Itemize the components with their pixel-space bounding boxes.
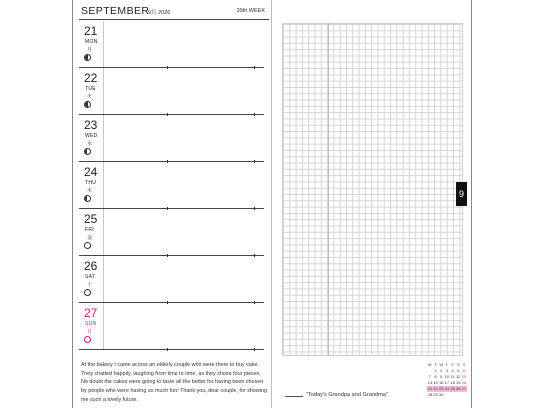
mini-calendar-day: 16 [438, 380, 444, 385]
day-divider [103, 115, 104, 161]
day-kanji: 日 [87, 329, 93, 335]
day-number: 27 [84, 306, 98, 320]
day-number: 22 [84, 71, 98, 85]
day-abbr: THU [85, 180, 97, 186]
mini-calendar-day: 11 [450, 374, 455, 379]
day-row[interactable] [79, 21, 264, 68]
moon-phase-icon [84, 289, 91, 296]
day-divider [103, 21, 104, 67]
mini-calendar-day: 27 [461, 386, 467, 391]
month-tab[interactable]: 9 [456, 182, 467, 206]
mini-calendar-weekday: F [451, 362, 454, 367]
mini-calendar-day: 1 [434, 368, 437, 373]
day-row[interactable] [79, 162, 264, 209]
mini-calendar-weekday: T [434, 362, 437, 367]
mini-calendar-day: 9 [440, 374, 443, 379]
day-number: 25 [84, 212, 98, 226]
mini-calendar-day: 24 [444, 386, 450, 391]
day-number: 23 [84, 118, 98, 132]
mini-calendar-day: 28 [427, 392, 433, 397]
year-label: 9月 2026 [148, 10, 171, 16]
mini-calendar-day: 13 [461, 374, 467, 379]
week-label: 39th WEEK [236, 8, 265, 14]
mini-calendar-day: 25 [450, 386, 455, 391]
moon-phase-icon [84, 242, 91, 249]
mini-calendar-day: 20 [461, 380, 467, 385]
mini-calendar-day: 14 [427, 380, 433, 385]
mini-calendar-day: 5 [457, 368, 460, 373]
day-number: 24 [84, 165, 98, 179]
day-kanji: 金 [87, 235, 93, 241]
header-rule [79, 19, 269, 20]
day-kanji: 月 [87, 47, 93, 53]
moon-phase-icon [84, 101, 91, 108]
day-divider [103, 209, 104, 255]
mini-calendar-day: 26 [456, 386, 461, 391]
day-abbr: SAT [85, 274, 96, 280]
day-kanji: 火 [87, 94, 93, 100]
mini-calendar-day: 12 [456, 374, 461, 379]
row-tick [167, 348, 168, 351]
weekly-page [73, 0, 272, 408]
mini-calendar-day: 23 [438, 386, 444, 391]
mini-calendar-day: 17 [444, 380, 450, 385]
day-row[interactable] [79, 68, 264, 115]
page-header [81, 5, 267, 19]
mini-calendar [427, 362, 467, 398]
mini-calendar-day: 10 [444, 374, 450, 379]
mini-calendar-day: 2 [440, 368, 443, 373]
day-abbr: WED [85, 133, 98, 139]
day-kanji: 水 [87, 141, 93, 147]
mini-calendar-weekday: S [462, 362, 466, 367]
grid-area[interactable] [282, 23, 463, 356]
day-abbr: SUN [85, 321, 97, 327]
day-divider [103, 68, 104, 114]
mini-calendar-day: 7 [428, 374, 431, 379]
mini-calendar-weekday: S [456, 362, 460, 367]
day-divider [103, 162, 104, 208]
mini-calendar-day: 3 [445, 368, 449, 373]
mini-calendar-weekday: W [439, 362, 444, 367]
day-abbr: TUE [85, 86, 96, 92]
mini-calendar-day: 15 [433, 380, 438, 385]
mini-calendar-weekday: T [445, 362, 449, 367]
day-kanji: 土 [87, 282, 93, 288]
mini-calendar-day [461, 392, 467, 398]
planner-spread [72, 0, 472, 408]
day-row[interactable] [79, 209, 264, 256]
day-divider [103, 256, 104, 302]
caption-dash [285, 396, 303, 397]
mini-calendar-day: 6 [462, 368, 466, 373]
caption: "Today's Grandpa and Grandma" [306, 392, 388, 398]
grid-page [273, 0, 472, 408]
mini-calendar-day: 21 [427, 386, 433, 391]
day-row[interactable] [79, 303, 264, 350]
grid-center-line [328, 23, 329, 356]
mini-calendar-day: 8 [434, 374, 437, 379]
mini-calendar-day: 22 [433, 386, 438, 391]
day-abbr: FRI [85, 227, 94, 233]
moon-phase-icon [84, 54, 91, 61]
moon-phase-icon [84, 336, 91, 343]
moon-phase-icon [84, 195, 91, 202]
row-tick [254, 348, 255, 351]
mini-calendar-week [427, 392, 467, 398]
moon-phase-icon [84, 148, 91, 155]
day-divider [103, 303, 104, 349]
mini-calendar-day: 30 [438, 392, 444, 397]
month-title: SEPTEMBER [81, 5, 150, 17]
mini-calendar-day: 18 [450, 380, 455, 385]
day-row[interactable] [79, 256, 264, 303]
day-row[interactable] [79, 115, 264, 162]
day-number: 21 [84, 24, 98, 38]
day-abbr: MON [85, 39, 98, 45]
mini-calendar-day: 29 [433, 392, 438, 397]
day-kanji: 木 [87, 188, 93, 194]
memo-text: At the bakery I came across an elderly couple who were there to buy cake. They chatted happily, laughing from time to time, as they chose four pieces. No doubt the cakes were going to taste all the better for having been chosen by people who were having so much fun! Thank you, dear couple, for showing me such a lovely future. [81, 362, 267, 403]
mini-calendar-day: 19 [456, 380, 461, 385]
mini-calendar-weekday: M [428, 362, 432, 367]
mini-calendar-weeks [427, 368, 467, 398]
day-number: 26 [84, 259, 98, 273]
mini-calendar-day: 4 [451, 368, 454, 373]
